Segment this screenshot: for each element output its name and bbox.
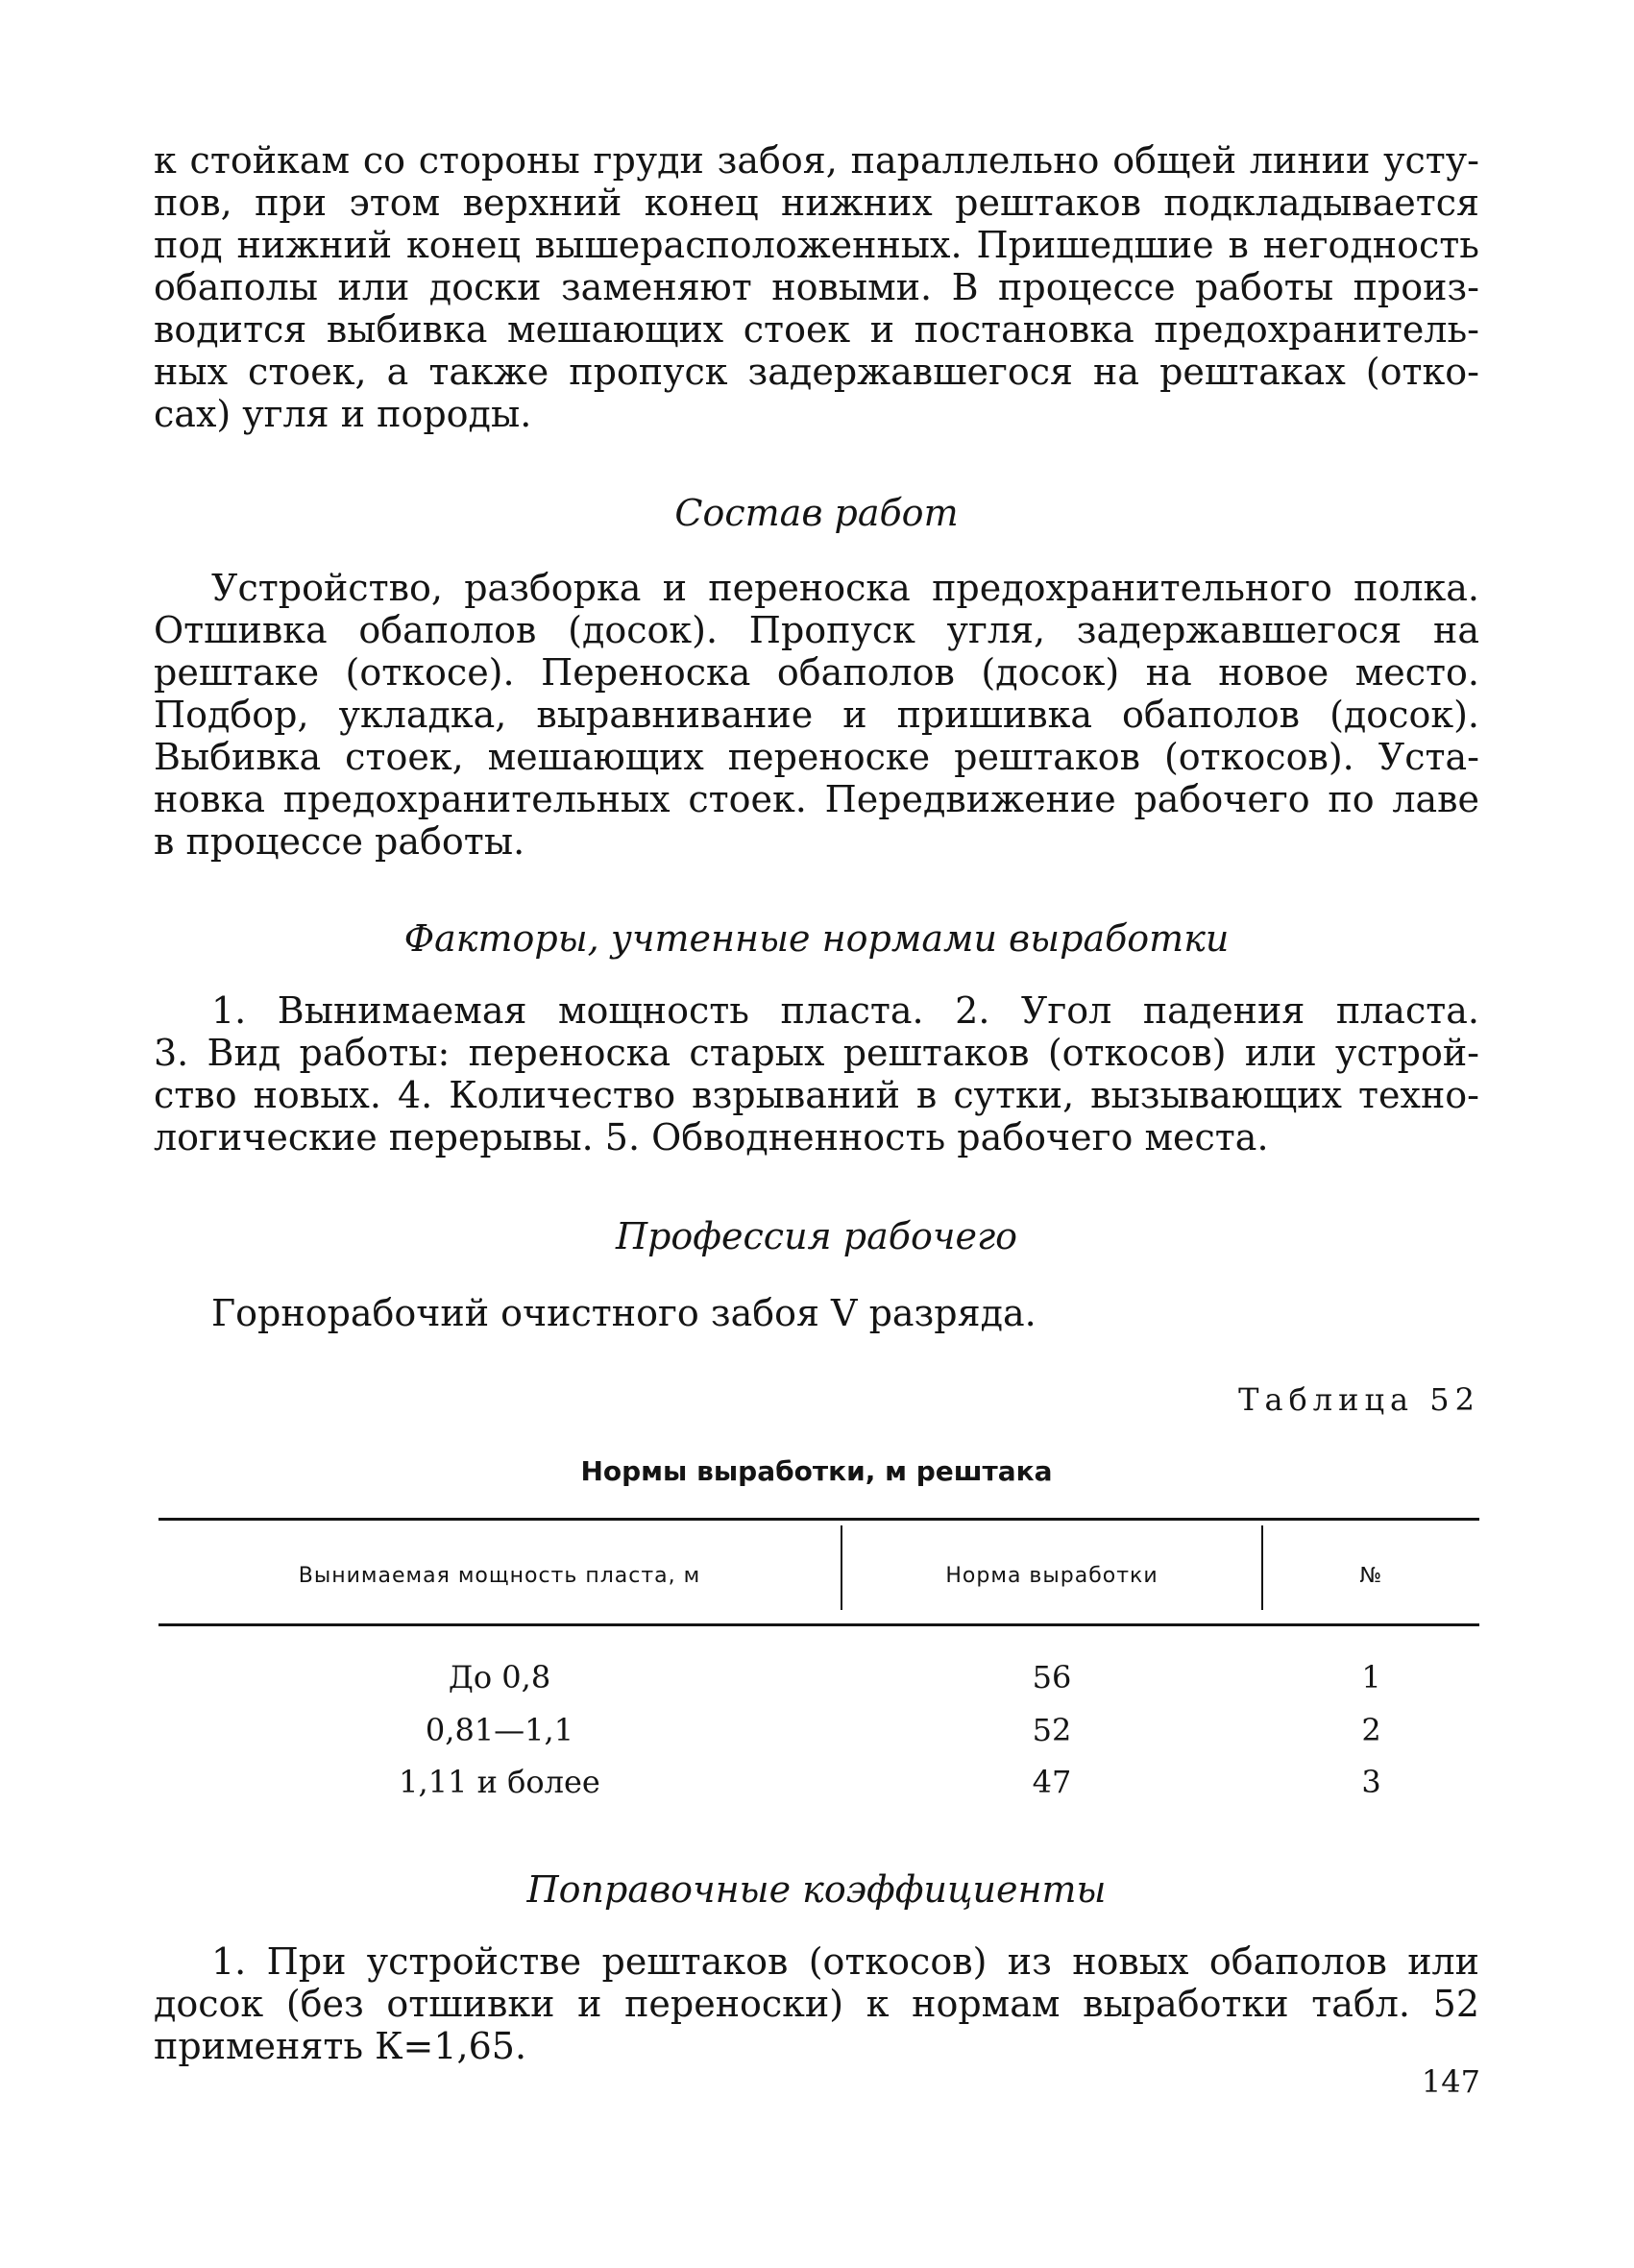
intro-line: к стойкам со стороны груди забоя, параллельно общей линии усту- — [154, 139, 1479, 182]
table-cell-number: 3 — [1361, 1764, 1381, 1800]
table-header-rule — [159, 1623, 1479, 1626]
coefficients-line: применять К=1,65. — [154, 2025, 527, 2067]
table-cell-norm: 52 — [1032, 1712, 1072, 1748]
page-number: 147 — [1421, 2063, 1480, 2100]
table-header-number: № — [1359, 1564, 1383, 1588]
intro-line: сах) угля и породы. — [154, 393, 532, 435]
work-composition-line: в процессе работы. — [154, 820, 525, 863]
intro-paragraph — [154, 139, 1479, 435]
coefficients-heading: Поправочные коэффициенты — [526, 1868, 1107, 1911]
table-title: Нормы выработки, м рештака — [580, 1455, 1053, 1487]
factors-line: 3. Вид работы: переноска старых рештаков (откосов) или устрой- — [154, 1032, 1479, 1074]
table-cell-thickness: 0,81—1,1 — [425, 1712, 574, 1748]
factors-line: ство новых. 4. Количество взрываний в сутки, вызывающих техно- — [154, 1074, 1479, 1116]
coefficients-line: досок (без отшивки и переноски) к нормам выработки табл. 52 — [154, 1983, 1479, 2025]
work-composition-line: рештаке (откосе). Переноска обаполов (досок) на новое место. — [154, 651, 1479, 694]
profession-heading: Профессия рабочего — [615, 1215, 1018, 1257]
work-composition-heading: Состав работ — [674, 492, 959, 534]
table-top-rule — [159, 1518, 1479, 1521]
work-composition-paragraph — [154, 567, 1479, 863]
coefficients-line: 1. При устройстве рештаков (откосов) из новых обаполов или — [211, 1940, 1479, 1983]
profession-text: Горнорабочий очистного забоя V разряда. — [211, 1292, 1036, 1334]
factors-heading: Факторы, учтенные нормами выработки — [403, 917, 1230, 960]
intro-line: под нижний конец вышерасположенных. Пришедшие в негодность — [154, 224, 1479, 266]
intro-line: обаполы или доски заменяют новыми. В процессе работы произ- — [154, 266, 1479, 308]
table-cell-thickness: До 0,8 — [448, 1659, 551, 1695]
work-composition-line: новка предохранительных стоек. Передвижение рабочего по лаве — [154, 778, 1479, 820]
intro-line: водится выбивка мешающих стоек и постановка предохранитель- — [154, 308, 1479, 351]
table-cell-norm: 56 — [1032, 1659, 1072, 1695]
coefficients-paragraph — [154, 1940, 1479, 2067]
work-composition-line: Отшивка обаполов (досок). Пропуск угля, задержавшегося на — [154, 609, 1479, 651]
intro-line: ных стоек, а также пропуск задержавшегося на рештаках (отко- — [154, 351, 1479, 393]
table-header-norm: Норма выработки — [945, 1564, 1158, 1588]
work-composition-line: Подбор, укладка, выравнивание и пришивка обаполов (досок). — [154, 694, 1479, 736]
intro-line: пов, при этом верхний конец нижних рештаков подкладывается — [154, 182, 1479, 224]
work-composition-line: Устройство, разборка и переноска предохранительного полка. — [211, 567, 1479, 609]
work-composition-line: Выбивка стоек, мешающих переноске рештаков (откосов). Уста- — [154, 736, 1479, 778]
factors-line: 1. Вынимаемая мощность пласта. 2. Угол падения пласта. — [211, 989, 1479, 1032]
table-cell-number: 2 — [1361, 1712, 1381, 1748]
table-cell-norm: 47 — [1032, 1764, 1072, 1800]
table-cell-number: 1 — [1361, 1659, 1381, 1695]
profession-paragraph — [154, 1292, 1479, 1334]
table-cell-thickness: 1,11 и более — [399, 1764, 600, 1800]
table-header-thickness: Вынимаемая мощность пласта, м — [298, 1564, 701, 1588]
table-label: Таблица 52 — [1238, 1381, 1480, 1418]
factors-line: логические перерывы. 5. Обводненность рабочего места. — [154, 1116, 1269, 1158]
factors-paragraph — [154, 989, 1479, 1158]
